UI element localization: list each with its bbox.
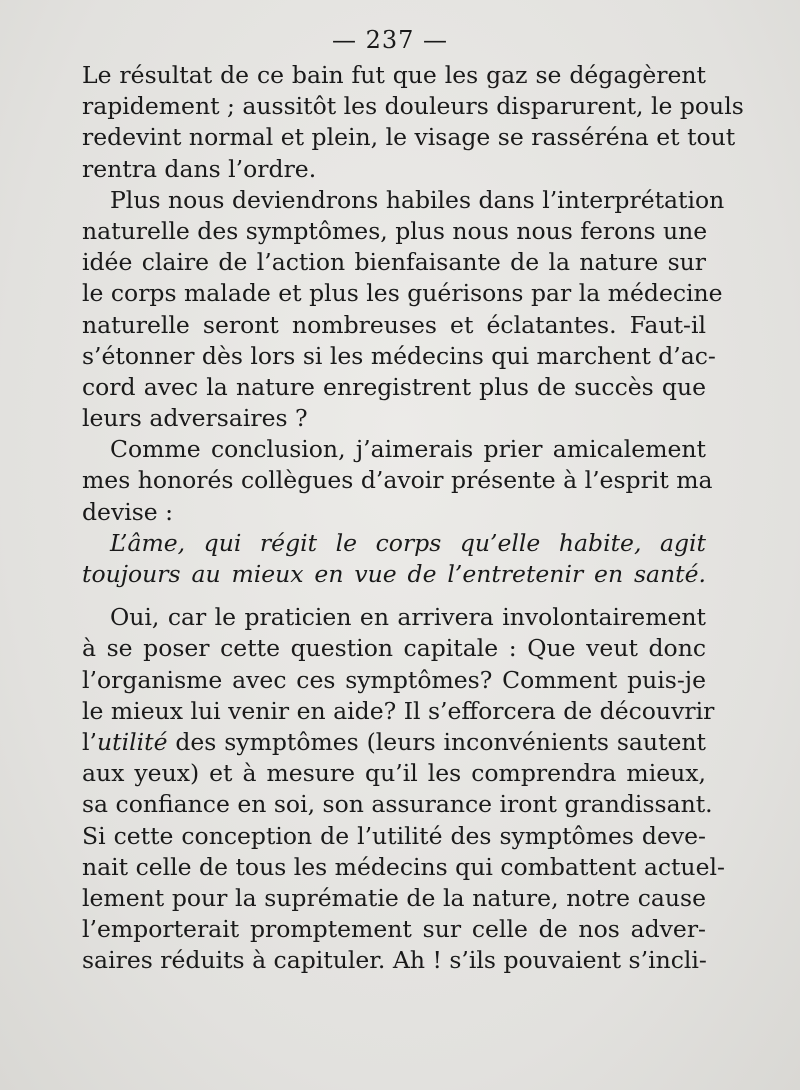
text-line: nait celle de tous les médecins qui combattent actuel- — [82, 852, 725, 881]
text-line: mes honorés collègues d’avoir présente à l’esprit ma — [82, 466, 713, 495]
motto-line: toujours au mieux en vue de l’entretenir en santé. — [82, 560, 706, 588]
text-line: naturelle des symptômes, plus nous nous ferons une — [82, 216, 708, 245]
text-line: saires réduits à capituler. Ah ! s’ils pouvaient s’incli- — [82, 946, 707, 975]
text-line: Si cette conception de l’utilité des symptômes deve- — [82, 821, 706, 850]
text-line: le corps malade et plus les guérisons par la médecine — [82, 279, 723, 308]
text-line: redevint normal et plein, le visage se rasséréna et tout — [82, 123, 736, 152]
italic-word: utilité — [97, 727, 168, 756]
body-text — [82, 60, 744, 976]
text-line-mixed — [82, 727, 706, 758]
text-line: rentra dans l’ordre. — [82, 154, 317, 183]
motto-line: L’âme, qui régit le corps qu’elle habite, agit — [110, 528, 706, 557]
text-fragment: des symptômes (leurs inconvénients sautent — [167, 727, 706, 756]
text-line: devise : — [82, 497, 174, 526]
text-line: idée claire de l’action bienfaisante de la nature sur — [82, 248, 706, 277]
text-line: le mieux lui venir en aide? Il s’efforcera de découvrir — [82, 696, 715, 725]
text-fragment: l’ — [82, 727, 97, 756]
text-line: l’organisme avec ces symptômes? Comment puis-je — [82, 665, 706, 694]
text-line: Plus nous deviendrons habiles dans l’interprétation — [110, 185, 725, 214]
text-line: lement pour la suprématie de la nature, notre cause — [82, 883, 706, 912]
text-line: l’emporterait promptement sur celle de nos adver- — [82, 915, 706, 944]
text-line: à se poser cette question capitale : Que veut donc — [82, 634, 706, 663]
text-line: s’étonner dès lors si les médecins qui marchent d’ac- — [82, 341, 716, 370]
text-line: naturelle seront nombreuses et éclatantes. Faut-il — [82, 310, 706, 339]
text-line: leurs adversaires ? — [82, 404, 308, 433]
text-line: cord avec la nature enregistrent plus de succès que — [82, 372, 706, 401]
text-line: Comme conclusion, j’aimerais prier amicalement — [110, 435, 706, 464]
paragraph-gap — [82, 590, 706, 602]
text-line: sa confiance en soi, son assurance iront grandissant. — [82, 790, 713, 819]
text-line: Oui, car le praticien en arrivera involontairement — [110, 603, 706, 632]
text-line: Le résultat de ce bain fut que les gaz se dégagèrent — [82, 61, 706, 89]
page-number: — 237 — — [331, 26, 449, 54]
text-line: rapidement ; aussitôt les douleurs disparurent, le pouls — [82, 92, 744, 121]
text-line: aux yeux) et à mesure qu’il les comprendra mieux, — [82, 759, 706, 788]
